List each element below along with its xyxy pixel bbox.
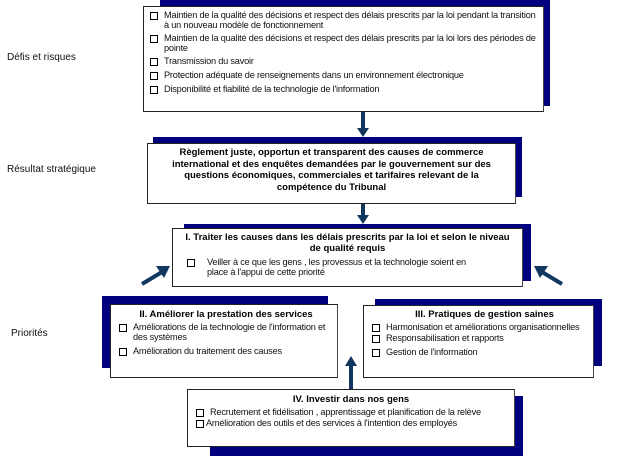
priority-2-item xyxy=(117,346,331,356)
arrow-up-left-icon xyxy=(532,264,564,286)
challenge-item xyxy=(148,70,539,80)
priority-1-box xyxy=(172,228,523,287)
checkbox-icon xyxy=(150,72,158,80)
challenge-item xyxy=(148,84,539,94)
priority-1-item xyxy=(179,257,516,277)
priority-4-item-text: Amélioration des outils et des services à l'intention des employés xyxy=(206,418,458,428)
outcome-box xyxy=(147,143,516,204)
checkbox-icon xyxy=(372,335,380,343)
priority-4-title: IV. Investir dans nos gens xyxy=(292,394,410,405)
checkbox-icon xyxy=(372,349,380,357)
priority-4-item xyxy=(194,418,508,428)
checkbox-icon xyxy=(196,420,204,428)
outcome-text: Règlement juste, opportun et transparent des causes de commerce international et des enquêtes demandées par le gouvernement sur des questions économiques, commerciales et tarifaires relevant de la compétence du Tribunal xyxy=(172,147,491,193)
label-priorities: Priorités xyxy=(11,328,48,339)
challenge-item xyxy=(148,33,539,53)
arrow-down-icon xyxy=(357,204,369,226)
challenge-text: Maintien de la qualité des décisions et respect des délais prescrits par la loi pendant la transition à un nouveau modèle de fonctionnement xyxy=(164,10,536,30)
challenge-item xyxy=(148,56,539,66)
arrow-up-right-icon xyxy=(140,264,172,286)
checkbox-icon xyxy=(150,12,158,20)
priority-3-item xyxy=(370,347,587,357)
checkbox-icon xyxy=(187,259,195,267)
priority-2-item-text: Améliorations de la technologie de l'information et des systèmes xyxy=(133,322,326,342)
checkbox-icon xyxy=(119,324,127,332)
checkbox-icon xyxy=(372,324,380,332)
challenge-text: Maintien de la qualité des décisions et respect des délais prescrits par la loi lors des périodes de pointe xyxy=(164,33,536,53)
challenges-box xyxy=(143,6,544,112)
priority-3-item xyxy=(370,322,587,332)
priority-3-title: III. Pratiques de gestion saines xyxy=(415,309,554,320)
priority-3-item-text: Gestion de l'information xyxy=(386,347,478,357)
challenge-text: Disponibilité et fiabilité de la technologie de l'information xyxy=(164,84,380,94)
priority-2-title: II. Améliorer la prestation des services xyxy=(139,309,313,320)
checkbox-icon xyxy=(150,35,158,43)
priority-3-item xyxy=(370,333,587,343)
priority-2-item xyxy=(117,322,331,342)
checkbox-icon xyxy=(196,409,204,417)
checkbox-icon xyxy=(150,86,158,94)
challenge-item xyxy=(148,10,539,30)
priority-4-box xyxy=(187,389,515,447)
priority-3-box xyxy=(363,305,594,378)
checkbox-icon xyxy=(119,348,127,356)
priority-3-item-text: Harmonisation et améliorations organisationnelles xyxy=(386,322,580,332)
priority-2-item-text: Amélioration du traitement des causes xyxy=(133,346,282,356)
priority-1-item-text: Veiller à ce que les gens , les provessus et la technologie soient en place à l'appui de cette priorité xyxy=(207,257,466,277)
priority-1-title: I. Traiter les causes dans les délais prescrits par la loi et selon le niveau de qualité requis xyxy=(185,232,510,254)
priority-3-item-text: Responsabilisation et rapports xyxy=(386,333,504,343)
priority-4-item xyxy=(194,407,508,417)
challenge-text: Protection adéquate de renseignements dans un environnement électronique xyxy=(164,70,464,80)
label-outcome: Résultat stratégique xyxy=(7,164,96,175)
arrow-up-icon xyxy=(345,356,357,390)
arrow-down-icon xyxy=(357,112,369,138)
label-challenges: Défis et risques xyxy=(7,52,76,63)
challenge-text: Transmission du savoir xyxy=(164,56,254,66)
checkbox-icon xyxy=(150,58,158,66)
priority-2-box xyxy=(110,304,338,378)
priority-4-item-text: Recrutement et fidélisation , apprentissage et planification de la relève xyxy=(210,407,481,417)
